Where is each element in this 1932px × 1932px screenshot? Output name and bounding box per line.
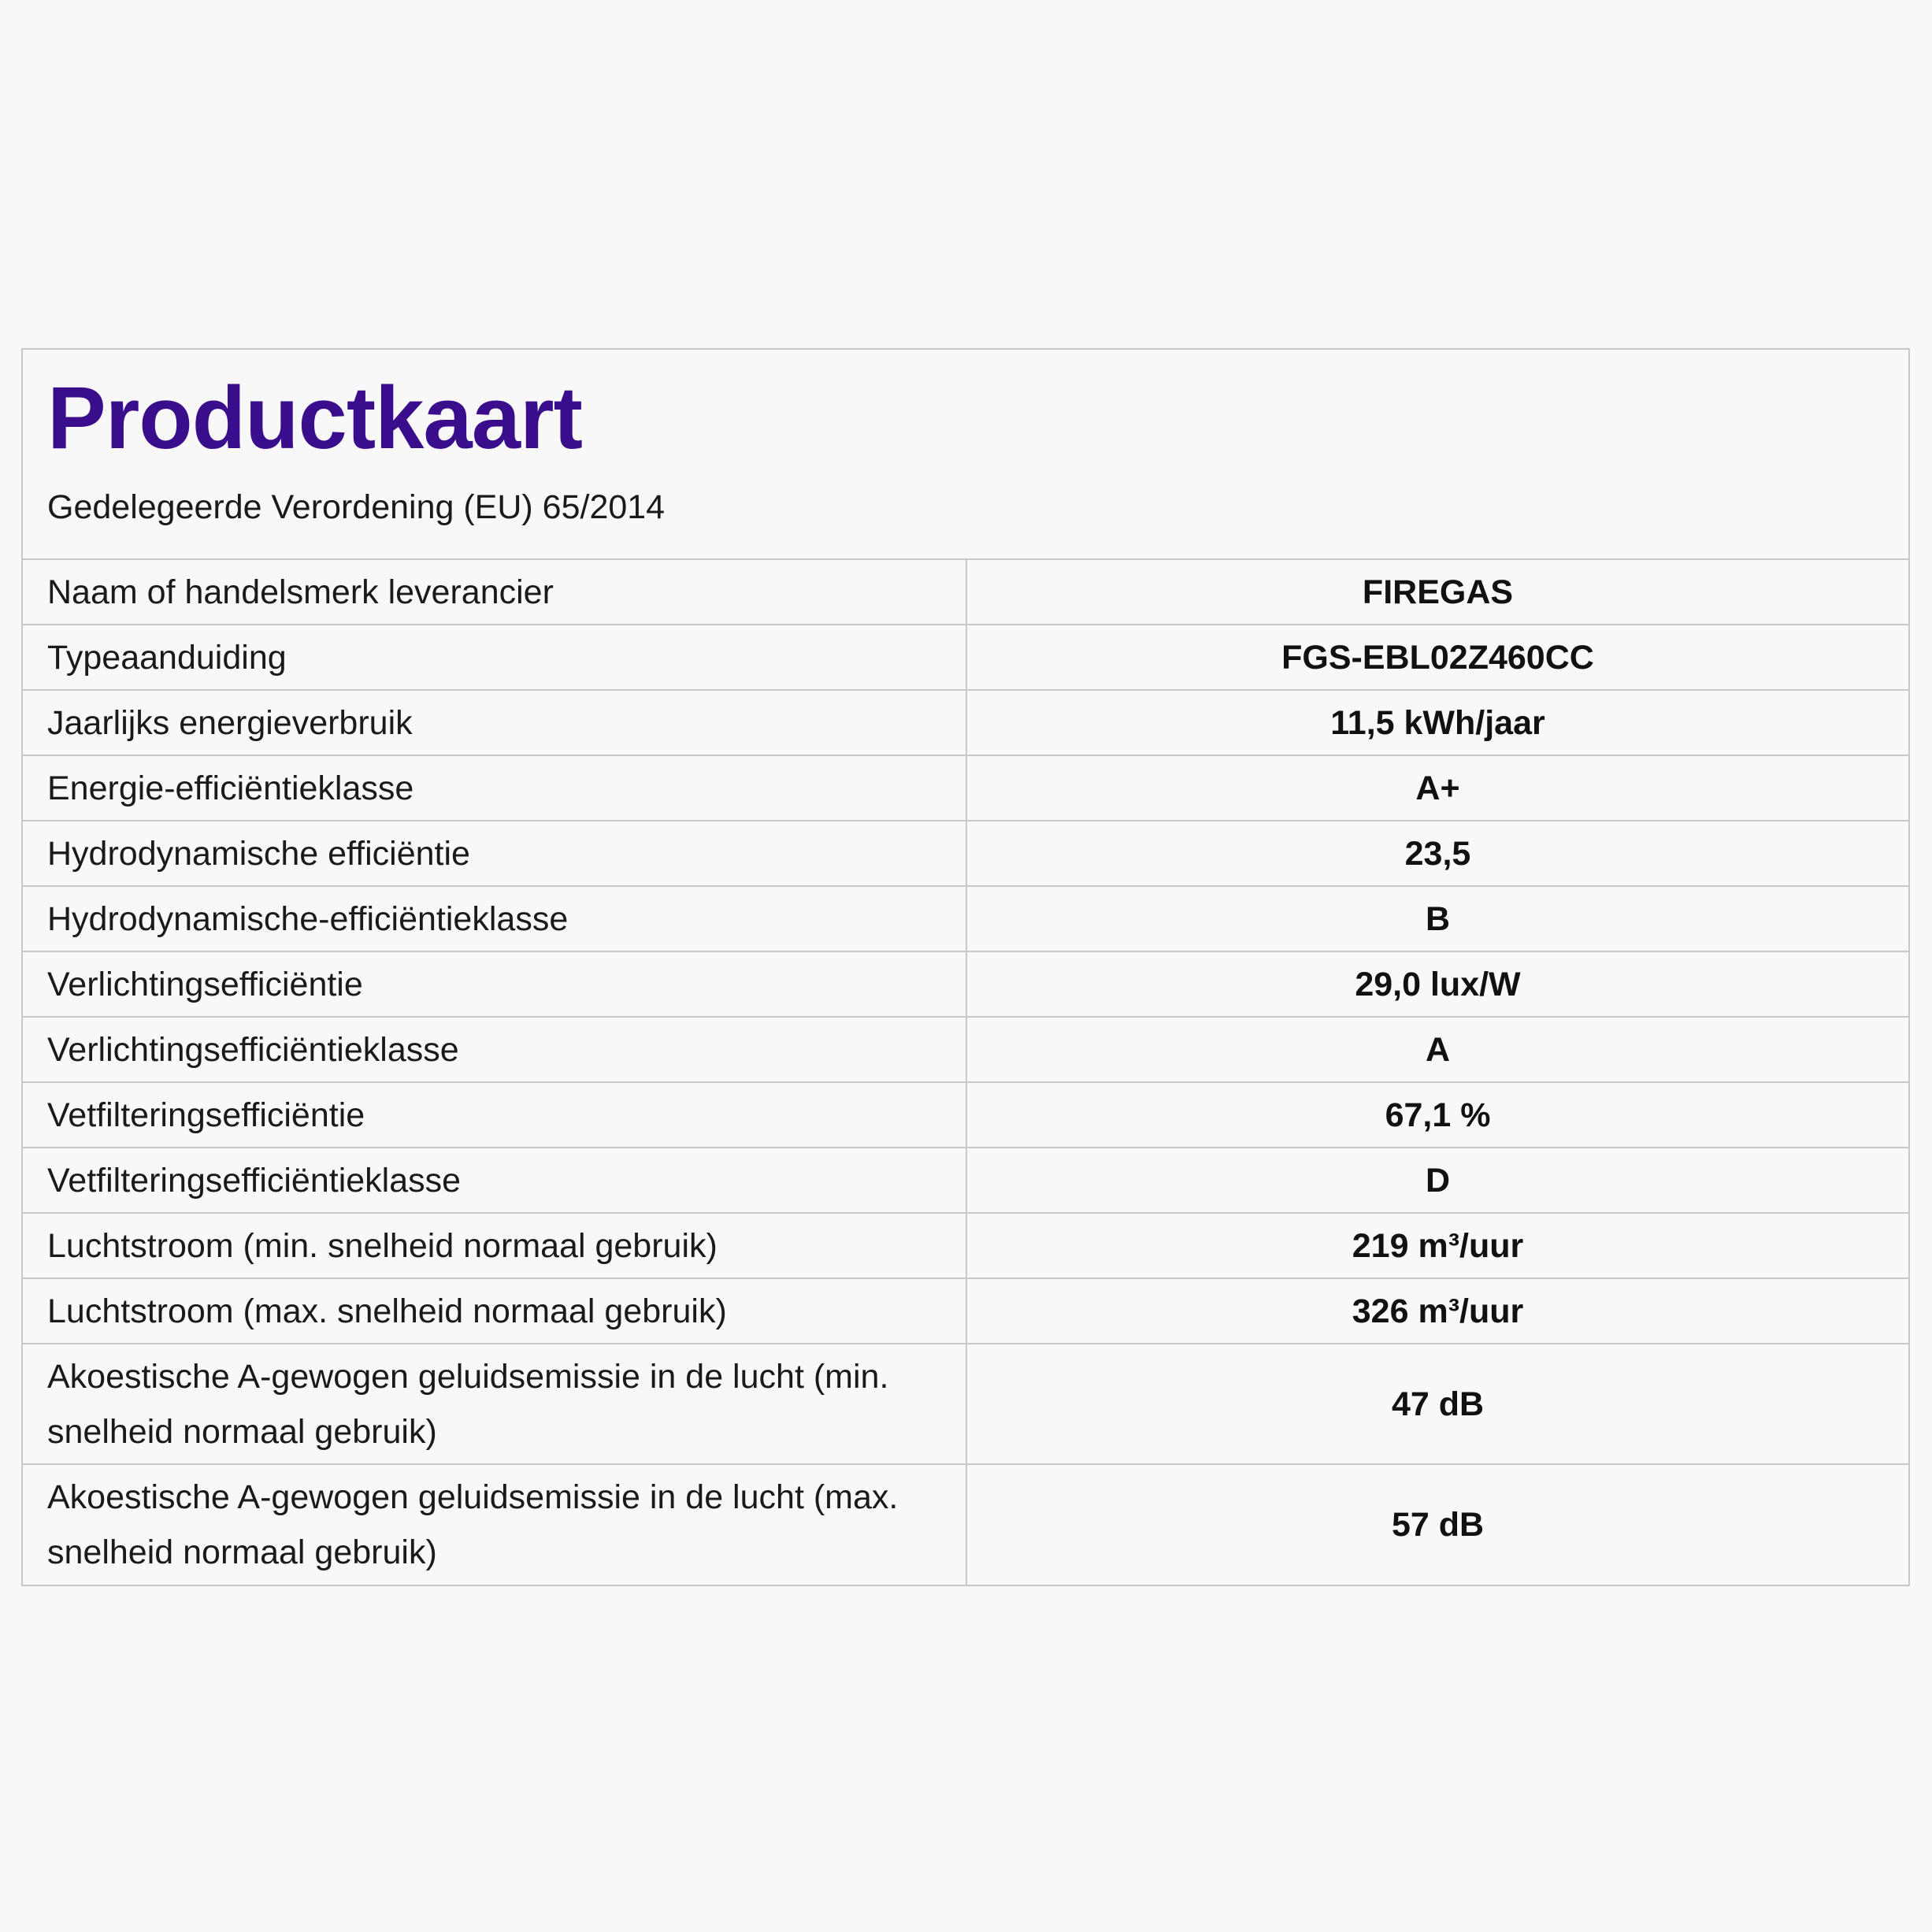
table-row	[23, 755, 1908, 821]
table-row	[23, 1082, 1908, 1148]
regulation-subtitle: Gedelegeerde Verordening (EU) 65/2014	[47, 488, 666, 526]
table-row	[23, 1148, 1908, 1213]
row-label: Jaarlijks energieverbruik	[23, 690, 966, 755]
row-label: Verlichtingsefficiëntieklasse	[23, 1017, 966, 1082]
row-label: Vetfilteringsefficiëntieklasse	[23, 1148, 966, 1213]
row-label: Akoestische A-gewogen geluidsemissie in de lucht (min. snelheid normaal gebruik)	[23, 1344, 966, 1464]
row-value: 23,5	[966, 821, 1908, 886]
row-value: 326 m³/uur	[966, 1278, 1908, 1344]
row-value: 11,5 kWh/jaar	[966, 690, 1908, 755]
row-label: Energie-efficiëntieklasse	[23, 755, 966, 821]
table-row	[23, 951, 1908, 1017]
table-row	[23, 690, 1908, 755]
table-row	[23, 559, 1908, 625]
row-label: Typeaanduiding	[23, 625, 966, 690]
table-row	[23, 821, 1908, 886]
row-value: 67,1 %	[966, 1082, 1908, 1148]
table-row	[23, 1017, 1908, 1082]
row-label: Luchtstroom (min. snelheid normaal gebruik)	[23, 1213, 966, 1278]
table-row	[23, 1344, 1908, 1464]
page-title: Productkaart	[47, 369, 582, 467]
table-row	[23, 1213, 1908, 1278]
row-value: FGS-EBL02Z460CC	[966, 625, 1908, 690]
row-value: 47 dB	[966, 1344, 1908, 1464]
row-value: B	[966, 886, 1908, 951]
row-label: Luchtstroom (max. snelheid normaal gebruik)	[23, 1278, 966, 1344]
row-value: A	[966, 1017, 1908, 1082]
row-label: Akoestische A-gewogen geluidsemissie in de lucht (max. snelheid normaal gebruik)	[23, 1464, 966, 1585]
table-row	[23, 625, 1908, 690]
row-value: 57 dB	[966, 1464, 1908, 1585]
product-spec-table	[23, 558, 1908, 1585]
row-value: D	[966, 1148, 1908, 1213]
row-label: Hydrodynamische-efficiëntieklasse	[23, 886, 966, 951]
row-label: Naam of handelsmerk leverancier	[23, 559, 966, 625]
row-value: 219 m³/uur	[966, 1213, 1908, 1278]
row-label: Vetfilteringsefficiëntie	[23, 1082, 966, 1148]
table-row	[23, 1464, 1908, 1585]
product-card	[21, 348, 1910, 1586]
table-row	[23, 886, 1908, 951]
row-value: 29,0 lux/W	[966, 951, 1908, 1017]
row-value: FIREGAS	[966, 559, 1908, 625]
card-header	[23, 350, 1908, 558]
row-label: Verlichtingsefficiëntie	[23, 951, 966, 1017]
table-row	[23, 1278, 1908, 1344]
row-value: A+	[966, 755, 1908, 821]
row-label: Hydrodynamische efficiëntie	[23, 821, 966, 886]
